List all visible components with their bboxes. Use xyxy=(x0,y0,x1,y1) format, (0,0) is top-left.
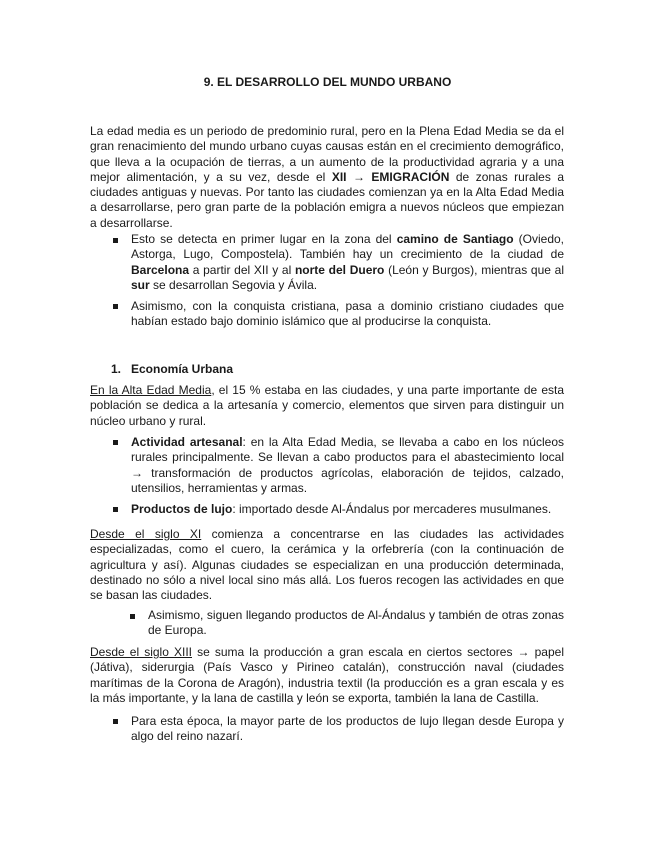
list-bold: Barcelona xyxy=(131,262,190,277)
list-text: a partir del XII y al xyxy=(189,262,295,277)
list-item-europa: Para esta época, la mayor parte de los productos de lujo llegan desde Europa y algo del reino nazarí. xyxy=(131,714,564,744)
underlined-phrase: En la Alta Edad Media xyxy=(90,383,212,397)
list-item-lujo xyxy=(131,502,564,517)
alta-edad-paragraph xyxy=(90,383,564,429)
list-bold: camino de Santiago xyxy=(396,232,514,246)
bullet-icon xyxy=(113,440,118,445)
arrow-glyph: → xyxy=(346,169,372,184)
underlined-phrase: Desde el siglo XIII xyxy=(90,645,192,659)
list-text: (Oviedo, Astorga, Lugo, Compostela). También hay un crecimiento de la ciudad de xyxy=(131,232,565,262)
list-text: (León y Burgos), mientras que al xyxy=(384,262,564,277)
paragraph-text: se suma la producción a gran escala en ciertos sectores → papel (Játiva), siderurgia (País Vasco y Pirineo catalán), construcción naval (ciudades marítimas de la Corona de Aragón), industria textil (la producción es a gran escala y es la más importante, y la lana de castilla y león se exporta, también la lana de Castilla. xyxy=(90,645,564,705)
list-text: se desarrollan Segovia y Ávila. xyxy=(149,277,318,292)
bullet-icon xyxy=(113,719,118,724)
list-bold: sur xyxy=(131,277,150,292)
paragraph-text: comienza a concentrarse en las ciudades las actividades especializadas, como el cuero, la cerámica y la orfebrería (con la continuación de agricultura y así). Algunas ciudades se especializan en una producción determinada, destinado no sólo a nivel local sino más allá. Los fueros recogen las actividades en que se basan las ciudades. xyxy=(90,527,565,603)
intro-paragraph xyxy=(90,124,564,231)
list-text: : en la Alta Edad Media, se llevaba a cabo en los núcleos rurales principalmente. Se llevan a cabo productos para el abastecimiento local → transformación de productos agrícolas, elaboración de tejidos, calzado, utensilios, herramientas y armas. xyxy=(131,435,564,495)
list-bold: Actividad artesanal xyxy=(131,435,243,449)
intro-bold-emigracion: EMIGRACIÓN xyxy=(371,169,450,184)
intro-text-2: de zonas rurales a ciudades antiguas y nuevas. Por tanto las ciudades comienzan ya en la Alta Edad Media a desarrollarse, pero gran parte de la población emigra a nuevos núcleos que empiezan a desarrollarse. xyxy=(90,169,564,230)
list-item-artesanal xyxy=(131,435,564,496)
bullet-icon xyxy=(113,304,118,309)
bullet-icon xyxy=(130,614,135,619)
list-text: : importado desde Al-Ándalus por mercaderes musulmanes. xyxy=(232,502,552,516)
list-text: Esto se detecta en primer lugar en la zona del xyxy=(131,232,397,246)
section-heading: Economía Urbana xyxy=(131,362,234,376)
section-number: 1. xyxy=(111,362,122,376)
underlined-phrase: Desde el siglo XI xyxy=(90,527,202,541)
list-item-santiago xyxy=(131,232,564,293)
intro-bold-xii: XII xyxy=(331,169,347,184)
bullet-icon xyxy=(113,238,118,243)
list-item-conquista: Asimismo, con la conquista cristiana, pasa a dominio cristiano ciudades que habían estado bajo dominio islámico que al producirse la conquista. xyxy=(131,299,564,329)
list-item-al-andalus: Asimismo, siguen llegando productos de Al-Ándalus y también de otras zonas de Europa. xyxy=(148,608,564,638)
bullet-icon xyxy=(113,507,118,512)
page-title: 9. EL DESARROLLO DEL MUNDO URBANO xyxy=(203,75,452,89)
siglo-xi-paragraph xyxy=(90,527,564,603)
list-bold: Productos de lujo xyxy=(131,502,233,516)
paragraph-text: , el 15 % estaba en las ciudades, y una parte importante de esta población se dedica a la artesanía y comercio, elementos que sirven para distinguir un núcleo urbano y rural. xyxy=(90,383,565,428)
siglo-xiii-paragraph xyxy=(90,645,564,706)
list-bold: norte del Duero xyxy=(294,262,385,277)
intro-text-1: La edad media es un periodo de predominio rural, pero en la Plena Edad Media se da el gran renacimiento del mundo urbano cuyas causas están en el crecimiento demográfico, que lleva a la ocupación de tierras, a un aumento de la productividad agraria y a una mejor alimentación, y a su vez, desde el xyxy=(90,124,564,184)
